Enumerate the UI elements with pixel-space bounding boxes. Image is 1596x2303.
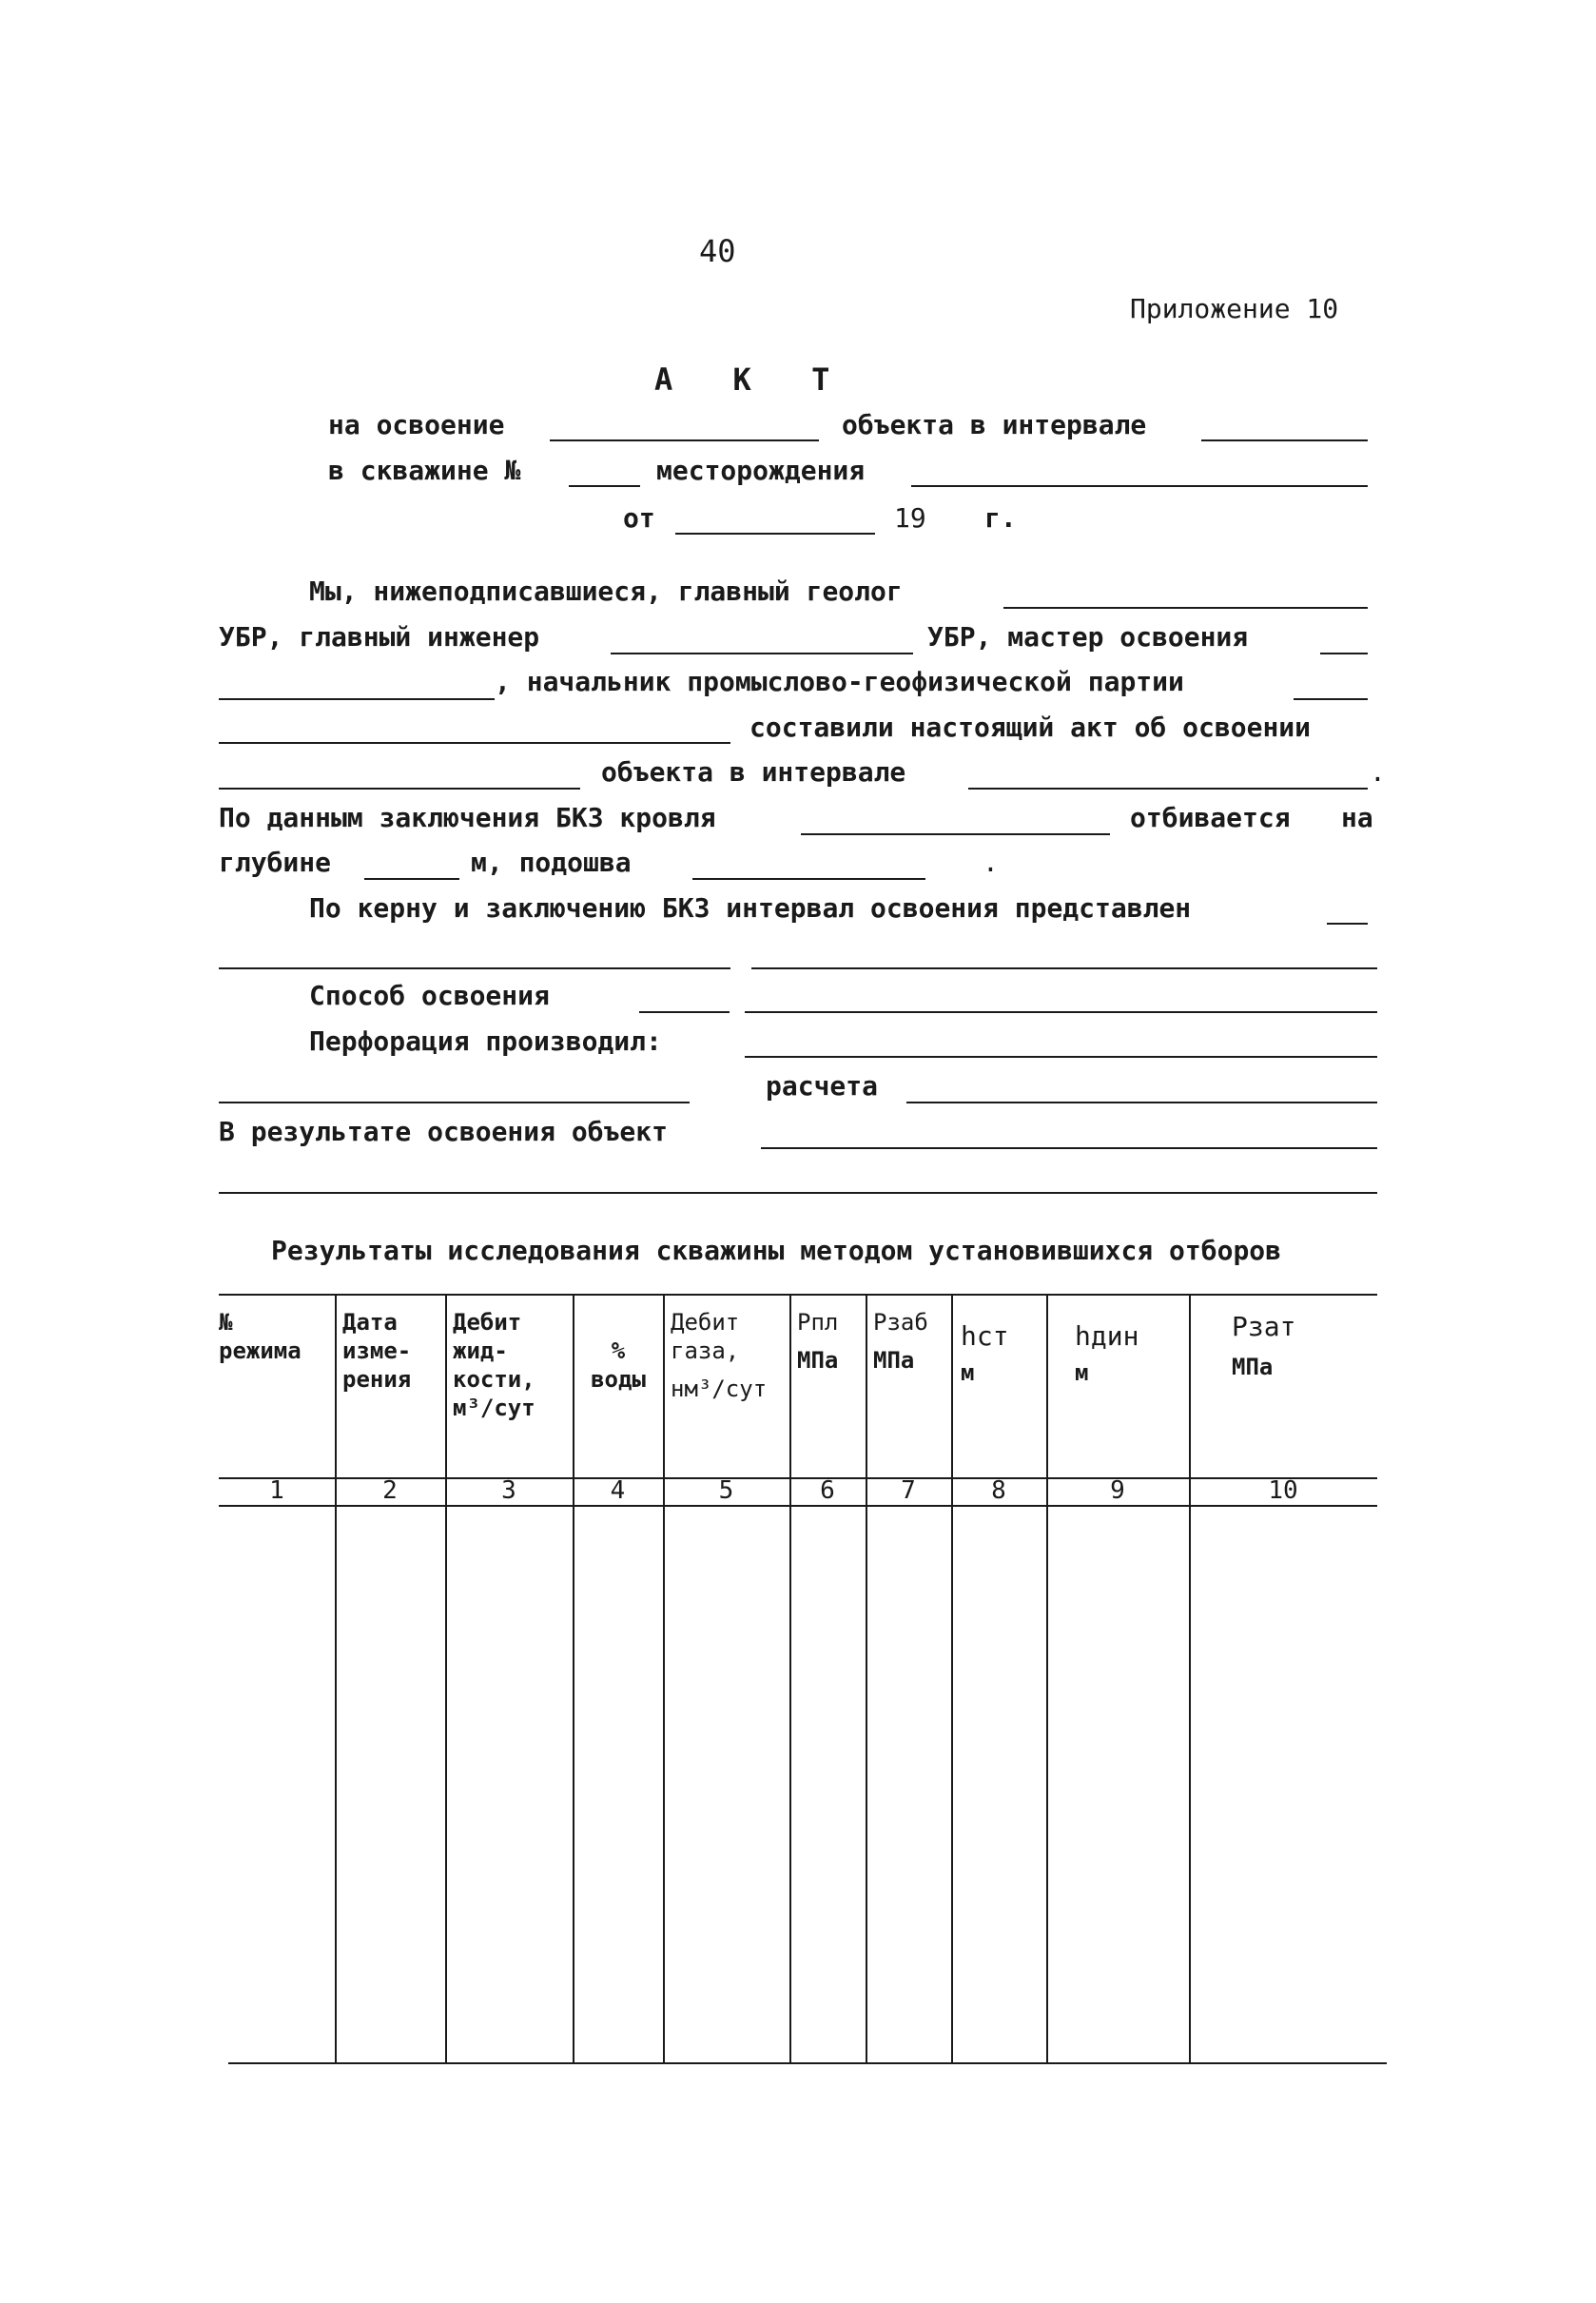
col-sep-8 xyxy=(1046,1296,1048,2062)
header-h-static: hст м xyxy=(961,1320,1009,1386)
col-sep-3 xyxy=(573,1296,574,2062)
body-p2-b: УБР, мастер освоения xyxy=(927,621,1249,653)
blank-object[interactable] xyxy=(550,439,819,441)
body-p6-a: По данным заключения БКЗ кровля xyxy=(219,802,716,833)
blank-result[interactable] xyxy=(761,1147,1377,1149)
blank-interval[interactable] xyxy=(1201,439,1368,441)
header-line3-a: от xyxy=(623,502,655,534)
header-date: Дата изме- рения xyxy=(342,1309,412,1393)
blank-method[interactable] xyxy=(639,1011,730,1013)
body-p12: В результате освоения объект xyxy=(219,1116,669,1147)
col-sep-5 xyxy=(789,1296,791,2062)
body-p7-end: . xyxy=(983,847,999,878)
col-sep-4 xyxy=(663,1296,665,2062)
blank-depth[interactable] xyxy=(364,878,459,880)
header-year: 19 xyxy=(894,502,926,534)
body-p5: объекта в интервале xyxy=(601,756,906,788)
header-line1-b: объекта в интервале xyxy=(842,409,1147,440)
col-number-1: 1 xyxy=(269,1476,284,1505)
col-number-7: 7 xyxy=(901,1476,916,1505)
body-p6-c: на xyxy=(1341,802,1373,833)
header-h-dynamic: hдин м xyxy=(1075,1320,1139,1386)
blank-master[interactable] xyxy=(219,698,495,700)
col-number-9: 9 xyxy=(1110,1476,1125,1505)
blank-chief-engineer[interactable] xyxy=(611,653,913,654)
body-p6-b: отбивается xyxy=(1130,802,1291,833)
header-gas-rate: Дебит газа, нм³/сут xyxy=(671,1309,768,1402)
body-p8: По керну и заключению БКЗ интервал освоения представлен xyxy=(309,892,1192,924)
blank-date[interactable] xyxy=(675,533,875,535)
col-number-10: 10 xyxy=(1268,1476,1298,1505)
col-number-2: 2 xyxy=(382,1476,398,1505)
col-sep-2 xyxy=(445,1296,447,2062)
body-p9: Способ освоения xyxy=(309,980,550,1011)
body-p11: расчета xyxy=(766,1070,879,1102)
col-number-4: 4 xyxy=(610,1476,626,1505)
col-number-5: 5 xyxy=(718,1476,734,1505)
header-p-annulus: Pзат МПа xyxy=(1232,1311,1296,1380)
blank-represented[interactable] xyxy=(1327,923,1368,925)
body-p10: Перфорация производил: xyxy=(309,1025,662,1057)
blank-party-chief-start[interactable] xyxy=(1294,698,1368,700)
blank-field[interactable] xyxy=(911,485,1368,487)
header-year-suffix: г. xyxy=(984,502,1017,534)
header-line1-a: на освоение xyxy=(328,409,505,440)
col-sep-7 xyxy=(951,1296,953,2062)
col-sep-6 xyxy=(866,1296,867,2062)
header-p-bottomhole: Pзаб МПа xyxy=(873,1309,928,1374)
table-bottom-line xyxy=(228,2062,1387,2064)
page-number: 40 xyxy=(699,233,736,269)
blank-party-chief[interactable] xyxy=(219,742,730,744)
col-number-3: 3 xyxy=(501,1476,516,1505)
body-p2-a: УБР, главный инженер xyxy=(219,621,540,653)
col-number-6: 6 xyxy=(820,1476,835,1505)
body-p1: Мы, нижеподписавшиеся, главный геолог xyxy=(309,576,903,607)
header-line2-a: в скважине № xyxy=(328,455,521,486)
header-regime: № режима xyxy=(219,1309,302,1364)
col-number-8: 8 xyxy=(991,1476,1006,1505)
blank-perforation[interactable] xyxy=(745,1056,1377,1058)
table-top-line xyxy=(219,1294,1377,1296)
col-sep-9 xyxy=(1189,1296,1191,2062)
appendix-label: Приложение 10 xyxy=(1130,293,1339,324)
blank-object-2[interactable] xyxy=(219,788,580,790)
blank-represented-2b[interactable] xyxy=(751,967,1377,969)
table-numbers-bottom-line xyxy=(219,1505,1377,1507)
blank-sole[interactable] xyxy=(692,878,925,880)
body-p3: , начальник промыслово-геофизической партии xyxy=(495,666,1184,697)
blank-represented-2a[interactable] xyxy=(219,967,730,969)
header-water-percent: % воды xyxy=(591,1337,646,1393)
body-p7-a: глубине xyxy=(219,847,332,878)
body-p4: составили настоящий акт об освоении xyxy=(749,712,1312,743)
table-caption: Результаты исследования скважины методом установившихся отборов xyxy=(271,1235,1282,1266)
blank-master-start[interactable] xyxy=(1320,653,1368,654)
header-p-reservoir: Pпл МПа xyxy=(797,1309,839,1374)
header-liquid-rate: Дебит жид- кости, м³/сут xyxy=(453,1309,535,1421)
header-line2-b: месторождения xyxy=(656,455,866,486)
body-p7-b: м, подошва xyxy=(471,847,632,878)
blank-result-2[interactable] xyxy=(219,1192,1377,1194)
blank-chief-geologist[interactable] xyxy=(1003,607,1368,609)
blank-method-2[interactable] xyxy=(745,1011,1377,1013)
blank-interval-2[interactable] xyxy=(968,788,1368,790)
blank-perforation-2[interactable] xyxy=(219,1102,690,1103)
blank-well-number[interactable] xyxy=(569,485,640,487)
body-p5-end: . xyxy=(1370,756,1386,788)
document-title: А К Т xyxy=(654,361,851,398)
col-sep-1 xyxy=(335,1296,337,2062)
blank-calculation[interactable] xyxy=(906,1102,1377,1103)
blank-roof[interactable] xyxy=(801,833,1110,835)
